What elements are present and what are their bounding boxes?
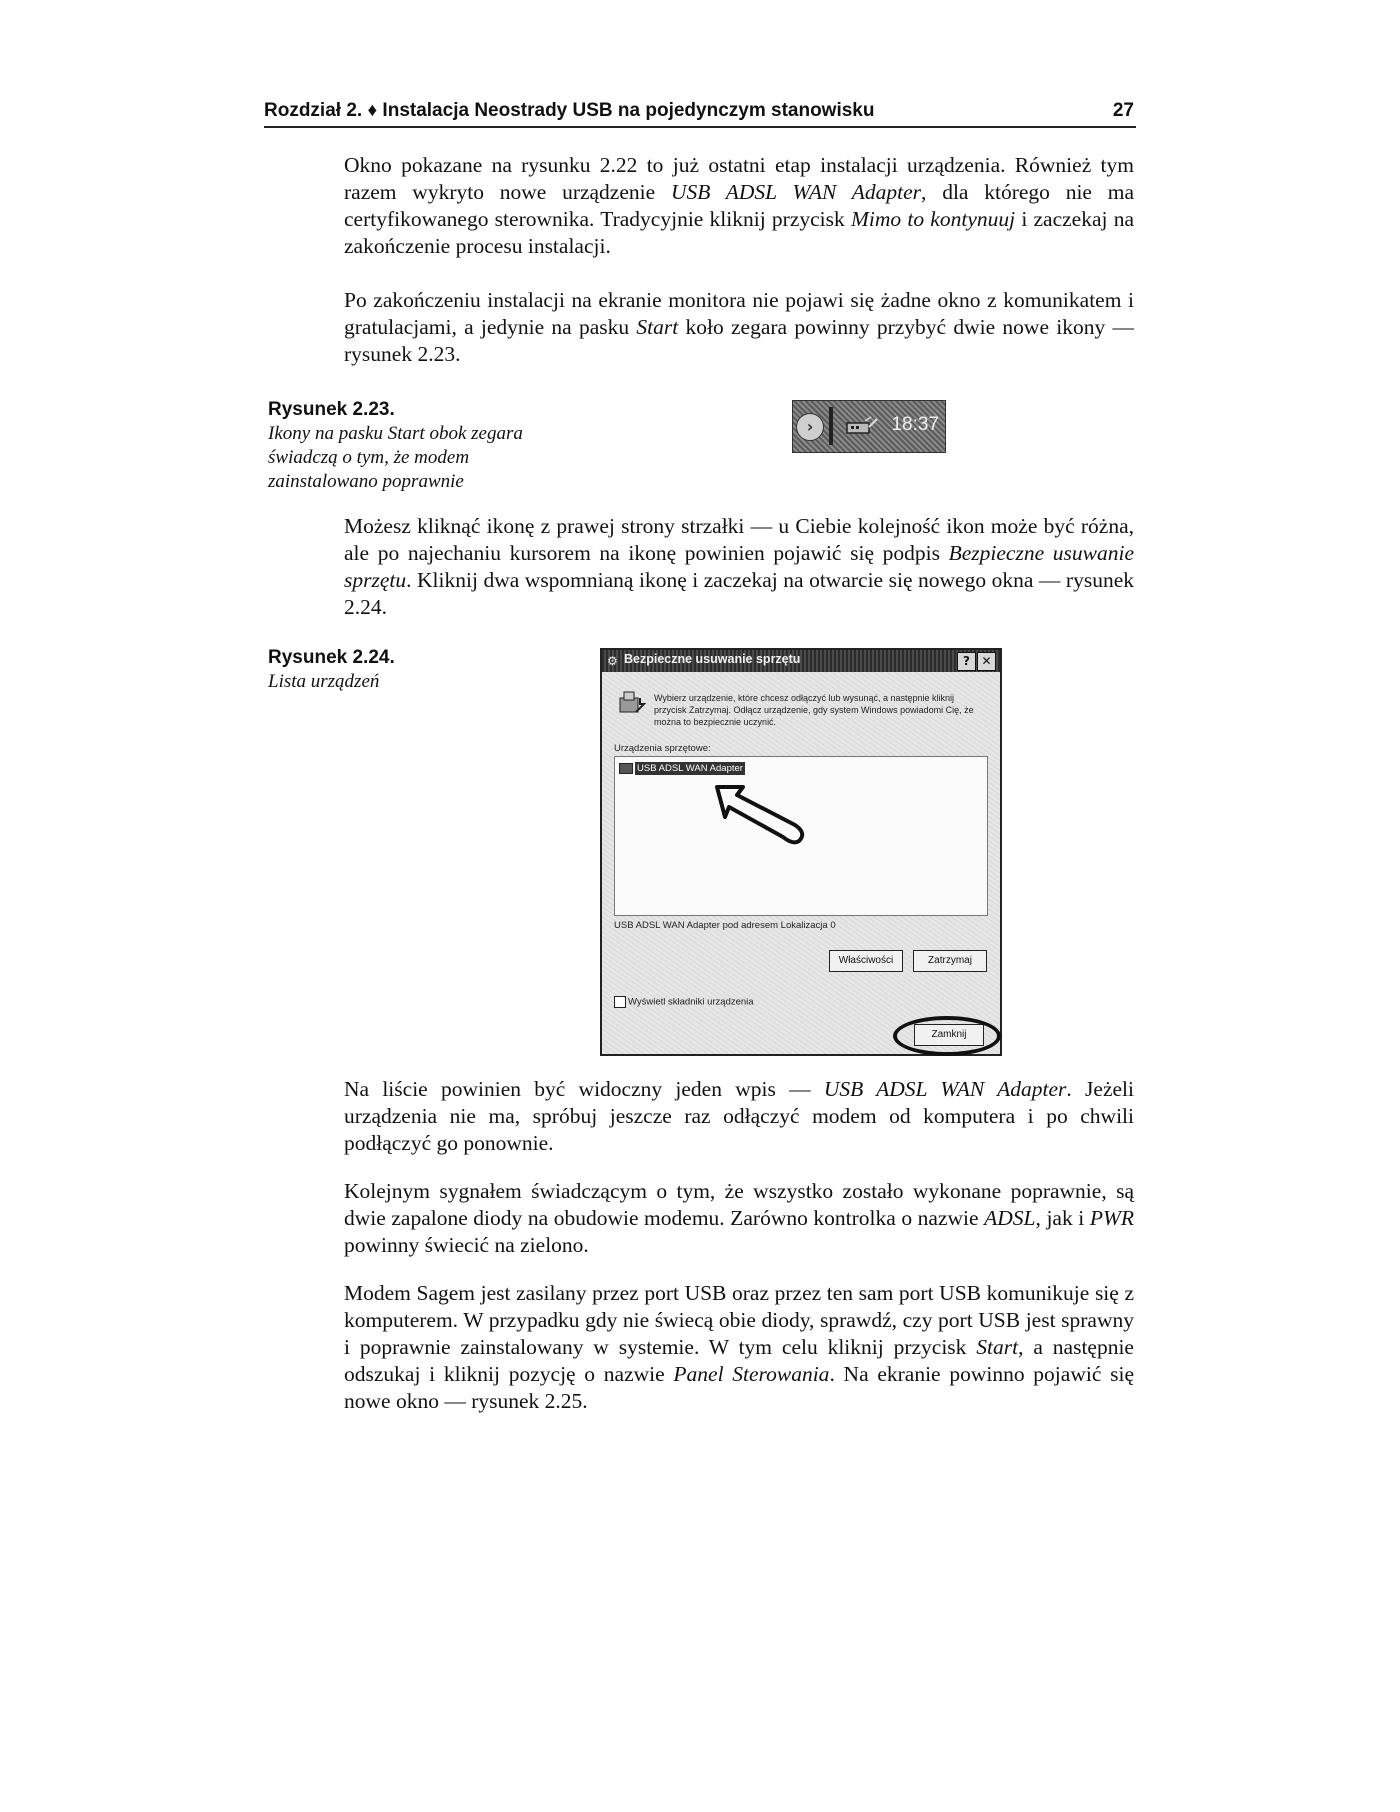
tray-separator xyxy=(829,407,833,445)
safely-remove-hardware-dialog xyxy=(600,648,1002,1056)
p6-control-panel-term: Panel Sterowania xyxy=(673,1362,830,1386)
tray-clock: 18:37 xyxy=(891,414,939,435)
p3-text-a: Możesz kliknąć ikonę z prawej strony strzałki — u Ciebie kolejność ikon może być różna, ale po najechaniu kursorem na ikonę powinien pojawić się podpis xyxy=(344,514,1134,565)
device-location-status: USB ADSL WAN Adapter pod adresem Lokalizacja 0 xyxy=(614,920,836,931)
dialog-description: Wybierz urządzenie, które chcesz odłączyć lub wysunąć, a następnie kliknij przycisk Zatrzymaj. Odłącz urządzenie, gdy system Windows powiadomi Cię, że można to bezpiecznie uczynić. xyxy=(654,693,974,727)
p4-device-name: USB ADSL WAN Adapter xyxy=(823,1077,1067,1101)
figure-caption-text: Ikony na pasku Start obok zegara świadczą o tym, że modem zainstalowano poprawnie xyxy=(268,423,523,492)
p1-button-name: Mimo to kontynuuj xyxy=(850,207,1016,231)
usb-device-icon xyxy=(619,763,633,774)
chapter-title: Rozdział 2. ♦ Instalacja Neostrady USB na pojedynczym stanowisku xyxy=(264,100,875,121)
p4-text-c: . Jeżeli urządzenia nie ma, spróbuj jeszcze raz odłączyć modem od komputera i po chwili podłączyć go ponownie. xyxy=(344,1077,1134,1155)
p2-start-term: Start xyxy=(636,315,679,339)
figure-label: Rysunek 2.23. xyxy=(268,399,395,420)
p6-text-c: , a następnie odszukaj i kliknij pozycję o nazwie xyxy=(344,1335,1134,1386)
p5-adsl-term: ADSL xyxy=(984,1206,1036,1230)
highlight-ellipse-annotation xyxy=(893,1016,1001,1056)
p5-text-e: powinny świecić na zielono. xyxy=(344,1233,589,1257)
p1-text-c: , dla którego nie ma certyfikowanego sterownika. Tradycyjnie kliknij przycisk xyxy=(344,180,1134,231)
figure-label: Rysunek 2.24. xyxy=(268,647,395,668)
paragraph-6 xyxy=(344,1280,1134,1415)
properties-button[interactable]: Właściwości xyxy=(829,950,903,972)
p6-text-a: Modem Sagem jest zasilany przez port USB oraz przez ten sam port USB komunikuje się z komputerem. W przypadku gdy nie świecą obie diody, sprawdź, czy port USB jest sprawny i poprawnie zainstalowany w systemie. W tym celu kliknij przycisk xyxy=(344,1281,1134,1359)
dialog-title: Bezpieczne usuwanie sprzętu xyxy=(624,652,801,666)
p1-text-e: i zaczekaj na zakończenie procesu instalacji. xyxy=(344,207,1134,258)
hardware-eject-icon xyxy=(616,688,646,718)
p2-text-c: koło zegara powinny przybyć dwie nowe ikony — rysunek 2.23. xyxy=(344,315,1134,366)
p3-tooltip-name: Bezpieczne usuwanie sprzętu xyxy=(344,541,1134,592)
show-components-option[interactable] xyxy=(614,996,754,1008)
p1-text-a: Okno pokazane na rysunku 2.22 to już ostatni etap instalacji urządzenia. Również tym razem wykryto nowe urządzenie xyxy=(344,153,1134,204)
dialog-close-button[interactable]: Zamknij xyxy=(914,1024,984,1046)
chevron-right-icon[interactable]: › xyxy=(796,413,824,441)
paragraph-5 xyxy=(344,1178,1134,1259)
hardware-icon: ⚙ xyxy=(607,654,618,668)
p2-text-a: Po zakończeniu instalacji na ekranie monitora nie pojawi się żadne okno z komunikatem i gratulacjami, a jedynie na pasku xyxy=(344,288,1134,339)
page-number: 27 xyxy=(1112,100,1134,121)
paragraph-4 xyxy=(344,1076,1134,1157)
devices-label: Urządzenia sprzętowe: xyxy=(614,743,711,754)
modem-icon[interactable] xyxy=(845,415,879,437)
pointer-arrow-annotation xyxy=(713,783,809,845)
paragraph-3 xyxy=(344,513,1134,621)
show-components-label: Wyświetl składniki urządzenia xyxy=(628,996,754,1008)
dialog-titlebar[interactable] xyxy=(602,650,1000,672)
p5-text-c: , jak i xyxy=(1035,1206,1090,1230)
paragraph-2 xyxy=(344,287,1134,368)
figure-2-24-caption xyxy=(268,646,568,694)
help-button[interactable]: ? xyxy=(957,652,976,671)
p6-text-e: . Na ekranie powinno pojawić się nowe okno — rysunek 2.25. xyxy=(344,1362,1134,1413)
p1-device-name: USB ADSL WAN Adapter xyxy=(670,180,922,204)
figure-caption-text: Lista urządzeń xyxy=(268,671,380,692)
close-button[interactable]: ✕ xyxy=(977,652,996,671)
figure-2-23-caption xyxy=(268,398,568,494)
list-item[interactable] xyxy=(619,759,745,772)
paragraph-1 xyxy=(344,152,1134,260)
devices-listbox[interactable] xyxy=(614,756,988,916)
p6-start-term: Start xyxy=(976,1335,1019,1359)
stop-button[interactable]: Zatrzymaj xyxy=(913,950,987,972)
p4-text-a: Na liście powinien być widoczny jeden wpis — xyxy=(344,1077,824,1101)
taskbar-tray-figure xyxy=(792,400,946,453)
p5-text-a: Kolejnym sygnałem świadczącym o tym, że wszystko zostało wykonane poprawnie, są dwie zapalone diody na obudowie modemu. Zarówno kontrolka o nazwie xyxy=(344,1179,1134,1230)
p3-text-c: . Kliknij dwa wspomnianą ikonę i zaczekaj na otwarcie się nowego okna — rysunek 2.24. xyxy=(344,568,1134,619)
running-header xyxy=(264,98,1136,128)
device-name: USB ADSL WAN Adapter xyxy=(637,762,743,774)
show-components-checkbox[interactable] xyxy=(614,996,626,1008)
p5-pwr-term: PWR xyxy=(1089,1206,1134,1230)
